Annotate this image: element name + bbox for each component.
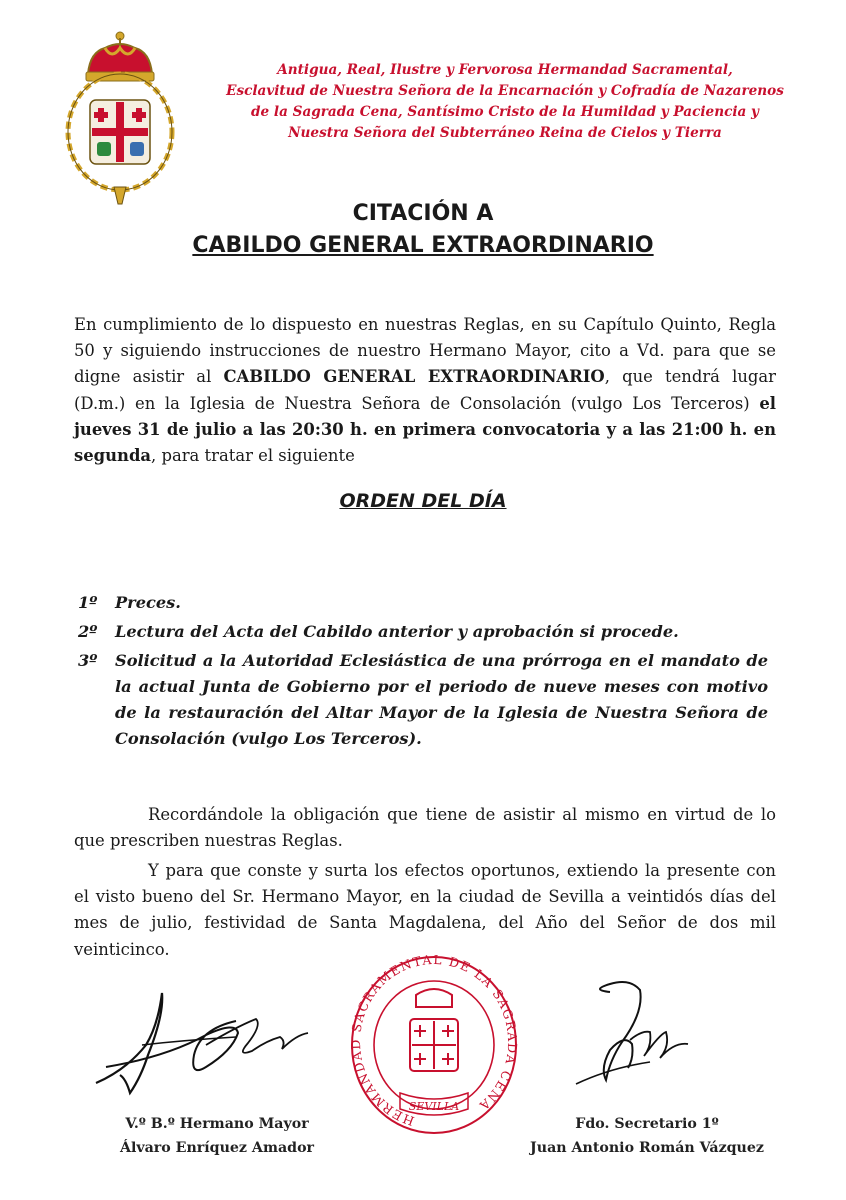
secretario-signer xyxy=(510,1112,784,1160)
hermano-mayor-signature xyxy=(86,985,316,1105)
agenda-list xyxy=(78,590,768,755)
agenda-item-number: 2º xyxy=(78,622,98,641)
title-line-2: CABILDO GENERAL EXTRAORDINARIO xyxy=(192,233,654,258)
seal-city-text: SEVILLA xyxy=(408,1100,460,1113)
header-line: Antigua, Real, Ilustre y Fervorosa Hermandad Sacramental, xyxy=(277,62,733,78)
intro-text: En cumplimiento de lo dispuesto en nuestras Reglas, en su Capítulo Quinto, Regla 50 y siguiendo instrucciones de nuestro Hermano Mayor, cito a Vd. para que se digne asistir al xyxy=(74,315,776,387)
seal-cross-icon xyxy=(410,989,458,1071)
agenda-item-number: 3º xyxy=(78,651,98,670)
brotherhood-name-header xyxy=(200,60,810,144)
agenda-heading: ORDEN DEL DÍA xyxy=(339,490,507,512)
agenda-item xyxy=(78,619,768,645)
document-title xyxy=(60,198,786,262)
intro-bold-date: el jueves 31 de julio a las 20:30 h. en primera convocatoria y a las 21:00 h. en segunda xyxy=(74,393,776,466)
signer-name: Juan Antonio Román Vázquez xyxy=(530,1140,764,1156)
seal-ring-text: HERMANDA SACRAMENTAL DE LA SAGR A CENA xyxy=(350,955,518,1129)
agenda-item-text: Preces. xyxy=(115,593,181,612)
reminder-paragraph: Recordándole la obligación que tiene de asistir al mismo en virtud de lo que prescriben nuestras Reglas. xyxy=(74,805,776,851)
agenda-item xyxy=(78,648,768,752)
header-line: Nuestra Señora del Subterráneo Reina de Cielos y Tierra xyxy=(288,125,722,141)
intro-paragraph xyxy=(74,312,776,469)
agenda-item-number: 1º xyxy=(78,593,98,612)
agenda-item-text: Lectura del Acta del Cabildo anterior y aprobación si procede. xyxy=(115,622,679,641)
title-line-1: CITACIÓN A xyxy=(352,201,494,226)
intro-bold-cabildo: CABILDO GENERAL EXTRAORDINARIO xyxy=(223,367,605,387)
brotherhood-seal-stamp xyxy=(350,955,518,1140)
signer-role: V.º B.º Hermano Mayor xyxy=(125,1116,309,1132)
agenda-item-text: Solicitud a la Autoridad Eclesiástica de una prórroga en el mandato de la actual Junta de Gobierno por el periodo de nueve meses con motivo de la restauración del Altar Mayor de la Iglesia de Nuestra Señora de Consolación (vulgo Los Terceros). xyxy=(115,651,768,748)
signer-role: Fdo. Secretario 1º xyxy=(575,1116,719,1132)
brotherhood-crest-logo xyxy=(50,22,190,207)
hermano-mayor-signer xyxy=(102,1112,332,1160)
header-line: Esclavitud de Nuestra Señora de la Encarnación y Cofradía de Nazarenos xyxy=(226,83,784,99)
closing-paragraph: Y para que conste y surta los efectos oportunos, extiendo la presente con el visto bueno del Sr. Hermano Mayor, en la ciudad de Sevilla a veintidós días del mes de julio, festividad de Santa Magdalena, del Año del Señor de dos mil veinticinco. xyxy=(74,861,776,959)
agenda-item xyxy=(78,590,768,616)
secretario-signature xyxy=(570,972,700,1097)
intro-text: , para tratar el siguiente xyxy=(151,446,355,466)
signer-name: Álvaro Enríquez Amador xyxy=(119,1140,315,1156)
header-line: de la Sagrada Cena, Santísimo Cristo de la Humildad y Paciencia y xyxy=(251,104,759,120)
intro-text: , que tendrá lugar (D.m.) en la Iglesia de Nuestra Señora de Consolación (vulgo Los Terceros) xyxy=(74,367,776,413)
